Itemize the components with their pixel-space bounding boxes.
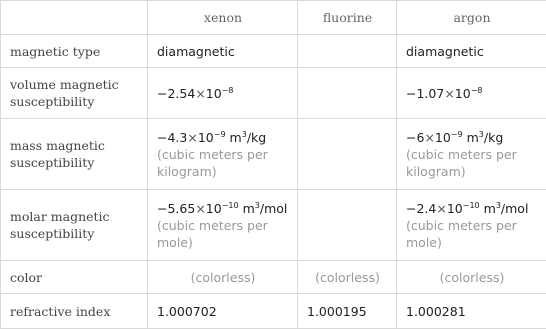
cell-xenon-color: (colorless)	[148, 261, 298, 294]
table-row	[1, 35, 546, 68]
times-sign: ×	[187, 130, 197, 145]
cell-xenon-volume-susceptibility	[148, 68, 298, 119]
value-mantissa: −2.4	[406, 201, 436, 216]
unit-note: (cubic meters per mole)	[406, 218, 517, 250]
header-row	[1, 1, 546, 35]
value-base: 10	[206, 201, 222, 216]
value-mantissa: −2.54	[157, 86, 195, 101]
cell-argon-magnetic-type: diamagnetic	[397, 35, 546, 68]
unit-exponent: 3	[496, 200, 501, 209]
column-header-fluorine: fluorine	[298, 1, 397, 35]
unit-rest: /kg	[484, 130, 503, 145]
row-label-mass-magnetic-susceptibility: mass magnetic susceptibility	[1, 119, 148, 190]
column-header-argon: argon	[397, 1, 546, 35]
value-exponent: −10	[222, 200, 239, 209]
cell-xenon-mass-susceptibility	[148, 119, 298, 190]
unit-exponent: 3	[479, 129, 484, 138]
cell-fluorine-molar-susceptibility	[298, 190, 397, 261]
cell-xenon-molar-susceptibility	[148, 190, 298, 261]
value-mantissa: −1.07	[406, 86, 444, 101]
value-base: 10	[455, 86, 471, 101]
value-base: 10	[198, 130, 214, 145]
cell-argon-refractive-index: 1.000281	[397, 294, 546, 329]
value-mantissa: −6	[406, 130, 424, 145]
cell-fluorine-magnetic-type	[298, 35, 397, 68]
unit: m	[484, 201, 496, 216]
value-exponent: −9	[451, 129, 463, 138]
value-exponent: −8	[471, 85, 483, 94]
table-row	[1, 294, 546, 329]
value-base: 10	[447, 201, 463, 216]
column-header-xenon: xenon	[148, 1, 298, 35]
row-label-magnetic-type: magnetic type	[1, 35, 148, 68]
cell-argon-molar-susceptibility	[397, 190, 546, 261]
value-exponent: −9	[214, 129, 226, 138]
cell-fluorine-volume-susceptibility	[298, 68, 397, 119]
cell-fluorine-color: (colorless)	[298, 261, 397, 294]
row-label-molar-magnetic-susceptibility: molar magnetic susceptibility	[1, 190, 148, 261]
times-sign: ×	[436, 201, 446, 216]
unit: m	[467, 130, 479, 145]
table-row	[1, 261, 546, 294]
value-exponent: −10	[463, 200, 480, 209]
cell-fluorine-refractive-index: 1.000195	[298, 294, 397, 329]
row-label-refractive-index: refractive index	[1, 294, 148, 329]
times-sign: ×	[444, 86, 454, 101]
unit-exponent: 3	[255, 200, 260, 209]
unit: m	[243, 201, 255, 216]
unit-rest: /mol	[260, 201, 288, 216]
value-mantissa: −4.3	[157, 130, 187, 145]
table-row	[1, 119, 546, 190]
cell-xenon-magnetic-type: diamagnetic	[148, 35, 298, 68]
unit-note: (cubic meters per kilogram)	[406, 147, 517, 179]
cell-argon-volume-susceptibility	[397, 68, 546, 119]
unit-note: (cubic meters per mole)	[157, 218, 268, 250]
unit-exponent: 3	[242, 129, 247, 138]
row-label-volume-magnetic-susceptibility: volume magnetic susceptibility	[1, 68, 148, 119]
corner-cell	[1, 1, 148, 35]
value-base: 10	[435, 130, 451, 145]
times-sign: ×	[195, 201, 205, 216]
cell-xenon-refractive-index: 1.000702	[148, 294, 298, 329]
times-sign: ×	[195, 86, 205, 101]
cell-fluorine-mass-susceptibility	[298, 119, 397, 190]
value-mantissa: −5.65	[157, 201, 195, 216]
cell-argon-color: (colorless)	[397, 261, 546, 294]
times-sign: ×	[424, 130, 434, 145]
table-row	[1, 190, 546, 261]
value-base: 10	[206, 86, 222, 101]
unit: m	[230, 130, 242, 145]
row-label-color: color	[1, 261, 148, 294]
value-exponent: −8	[222, 85, 234, 94]
cell-argon-mass-susceptibility	[397, 119, 546, 190]
unit-rest: /kg	[247, 130, 266, 145]
unit-rest: /mol	[501, 201, 529, 216]
unit-note: (cubic meters per kilogram)	[157, 147, 268, 179]
table-row	[1, 68, 546, 119]
